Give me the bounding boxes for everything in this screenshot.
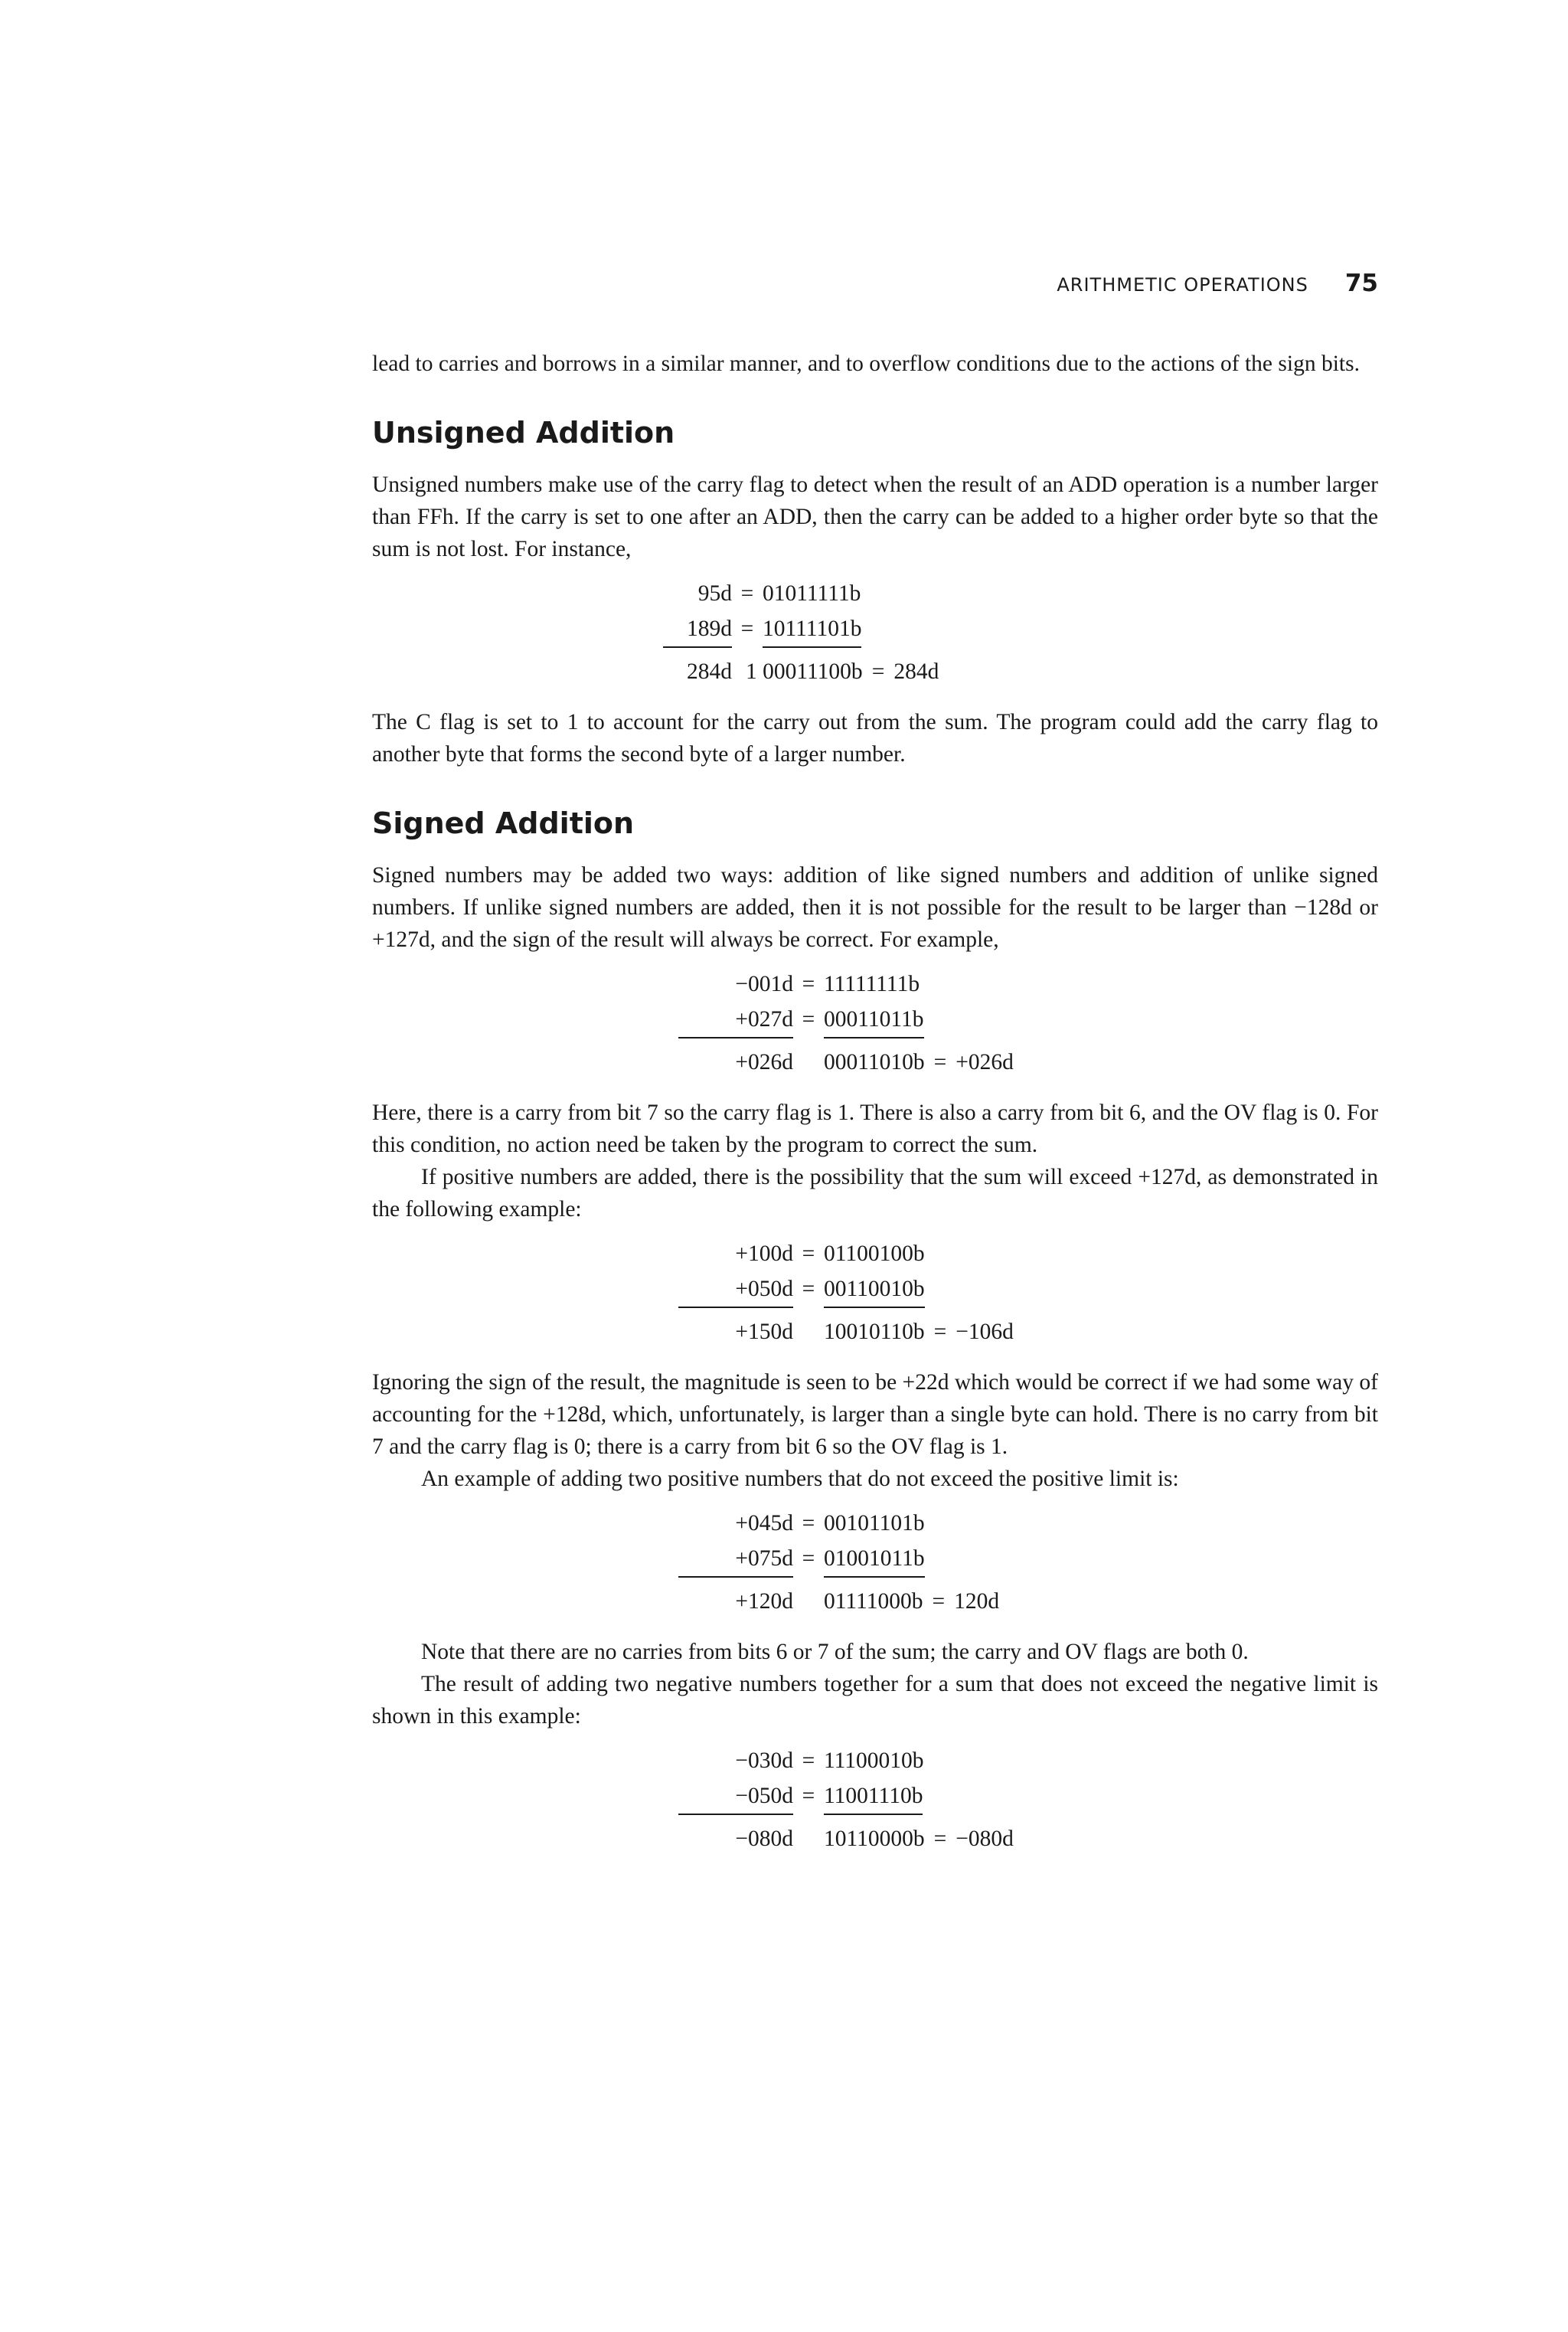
signed-example-1 [678, 966, 1378, 1080]
equation-row [663, 611, 1378, 646]
operand-decimal: −030d [735, 1748, 793, 1773]
operand-decimal: 189d [663, 611, 732, 648]
operand-decimal: +075d [678, 1541, 793, 1578]
unsigned-paragraph-1: Unsigned numbers make use of the carry flag to detect when the result of an ADD operation is a number larger than FFh. If the carry is set to one after an ADD, then the carry can be added to a higher order byte so that the sum is not lost. For instance, [372, 473, 1378, 561]
equation-row [678, 1506, 1378, 1541]
sum-result: 120d [954, 1589, 1000, 1614]
operand-binary: 10111101b [763, 611, 861, 648]
signed-paragraph-6: Note that there are no carries from bits 6 or 7 of the sum; the carry and OV flags are both 0. [421, 1640, 1249, 1664]
page-body [372, 348, 1378, 1856]
operand-binary: 01001011b [824, 1541, 925, 1578]
operand-binary: 11001110b [824, 1778, 923, 1815]
equals-sign: = [802, 1277, 815, 1301]
sum-binary: 1 00011100b [746, 659, 863, 684]
sum-binary: 00011010b [824, 1050, 925, 1074]
signed-example-3 [678, 1506, 1378, 1619]
sum-decimal: +026d [735, 1050, 793, 1074]
signed-paragraph-3: If positive numbers are added, there is the possibility that the sum will exceed +127d, as demonstrated in the following example: [372, 1165, 1378, 1222]
equation-row [678, 1236, 1378, 1271]
equation-row [678, 1778, 1378, 1814]
signed-paragraph-1: Signed numbers may be added two ways: addition of like signed numbers and addition of unlike signed numbers. If unlike signed numbers are added, then it is not possible for the result to be larger than −128d or +127d, and the sign of the result will always be correct. For example, [372, 863, 1378, 952]
operand-binary: 00011011b [824, 1002, 924, 1038]
sum-decimal: −080d [735, 1827, 793, 1851]
equals-sign: = [933, 1827, 947, 1851]
sum-binary: 10010110b [824, 1320, 925, 1344]
sum-result: −106d [956, 1320, 1014, 1344]
signed-paragraph-7: The result of adding two negative numbers together for a sum that does not exceed the negative limit is shown in this example: [372, 1672, 1378, 1729]
sum-result: 284d [893, 659, 939, 684]
operand-decimal: +100d [735, 1241, 793, 1266]
operand-binary: 01011111b [763, 581, 861, 606]
sum-decimal: +120d [735, 1589, 793, 1614]
operand-decimal: 95d [697, 581, 732, 606]
equals-sign: = [802, 1784, 815, 1808]
operand-binary: 01100100b [824, 1241, 925, 1266]
equals-sign: = [871, 659, 885, 684]
sum-result: −080d [956, 1827, 1014, 1851]
operand-binary: 11100010b [824, 1748, 924, 1773]
operand-decimal: +027d [678, 1002, 793, 1038]
equals-sign: = [802, 1241, 815, 1266]
equation-sum-row [678, 1314, 1378, 1349]
running-head [919, 270, 1378, 308]
equation-row [678, 1541, 1378, 1576]
equation-sum-row [678, 1584, 1378, 1619]
sum-result: +026d [956, 1050, 1014, 1074]
equals-sign: = [802, 1007, 815, 1032]
sum-decimal: +150d [735, 1320, 793, 1344]
equals-sign: = [932, 1589, 946, 1614]
intro-paragraph: lead to carries and borrows in a similar manner, and to overflow conditions due to the actions of the sign bits. [372, 352, 1360, 376]
equals-sign: = [933, 1050, 947, 1074]
signed-example-4 [678, 1743, 1378, 1856]
equation-sum-row [663, 654, 1378, 689]
equals-sign: = [740, 617, 754, 641]
unsigned-example [663, 576, 1378, 689]
equals-sign: = [802, 1748, 815, 1773]
heading-unsigned-addition: Unsigned Addition [372, 416, 675, 450]
equals-sign: = [933, 1320, 947, 1344]
signed-paragraph-2: Here, there is a carry from bit 7 so the carry flag is 1. There is also a carry from bit 6, and the OV flag is 0. For this condition, no action need be taken by the program to correct the sum. [372, 1101, 1378, 1157]
running-head-section: ARITHMETIC OPERATIONS [1057, 274, 1308, 296]
signed-example-2 [678, 1236, 1378, 1349]
equation-row [678, 1271, 1378, 1307]
equation-sum-row [678, 1045, 1378, 1080]
unsigned-paragraph-2: The C flag is set to 1 to account for the carry out from the sum. The program could add the carry flag to another byte that forms the second byte of a larger number. [372, 710, 1378, 767]
equals-sign: = [802, 1511, 815, 1536]
equation-row [678, 966, 1378, 1002]
equals-sign: = [802, 1546, 815, 1571]
operand-decimal: −001d [735, 972, 793, 996]
sum-decimal: 284d [687, 659, 732, 684]
equals-sign: = [802, 972, 815, 996]
operand-binary: 11111111b [824, 972, 920, 996]
sum-binary: 01111000b [824, 1589, 923, 1614]
operand-decimal: −050d [678, 1778, 793, 1815]
operand-binary: 00101101b [824, 1511, 925, 1536]
equation-sum-row [678, 1821, 1378, 1856]
heading-signed-addition: Signed Addition [372, 806, 635, 840]
sum-binary: 10110000b [824, 1827, 925, 1851]
equation-row [678, 1743, 1378, 1778]
signed-paragraph-4: Ignoring the sign of the result, the magnitude is seen to be +22d which would be correct if we had some way of accounting for the +128d, which, unfortunately, is larger than a single byte can hold. There is no carry from bit 7 and the carry flag is 0; there is a carry from bit 6 so the OV flag is 1. [372, 1370, 1378, 1459]
equation-row [678, 1002, 1378, 1037]
operand-binary: 00110010b [824, 1271, 925, 1308]
page-number: 75 [1344, 270, 1378, 297]
operand-decimal: +045d [735, 1511, 793, 1536]
signed-paragraph-5: An example of adding two positive numbers that do not exceed the positive limit is: [421, 1467, 1179, 1491]
equation-row [663, 576, 1378, 611]
operand-decimal: +050d [678, 1271, 793, 1308]
equals-sign: = [740, 581, 754, 606]
